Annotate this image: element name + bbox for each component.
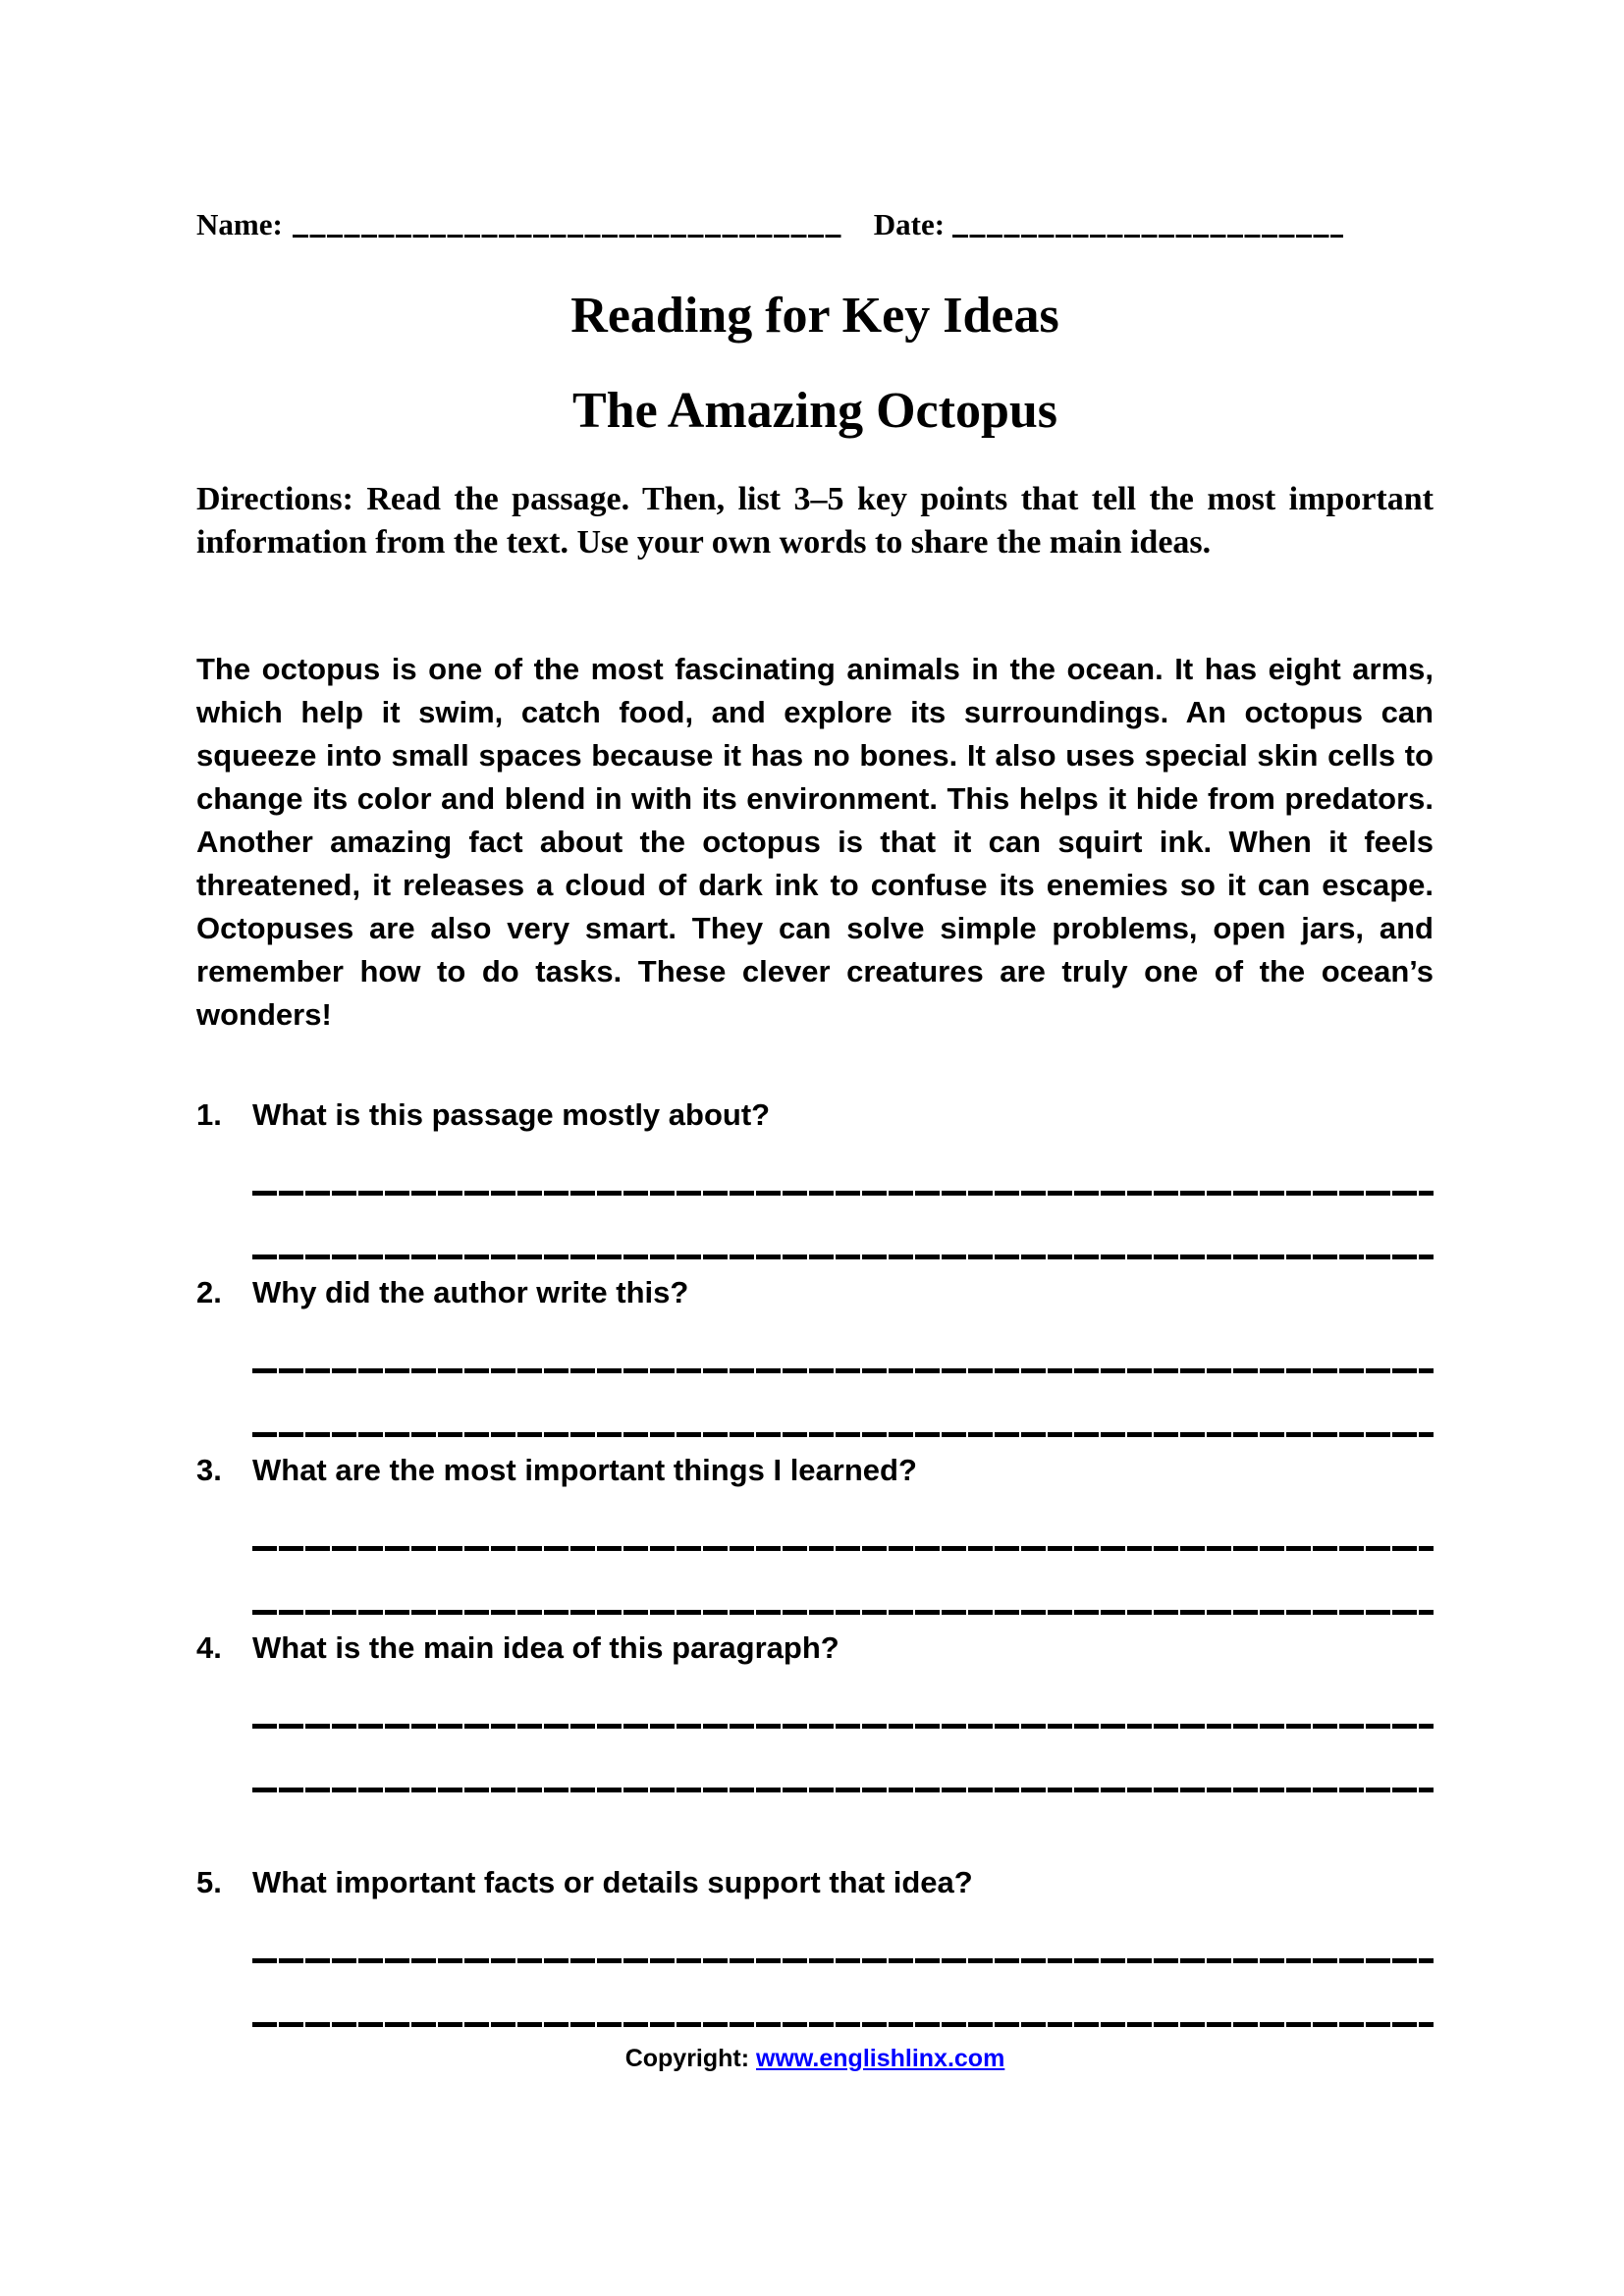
question-number: 5. <box>196 1865 222 1899</box>
question-text: What is the main idea of this paragraph? <box>252 1630 839 1665</box>
copyright-footer <box>196 2043 1434 2074</box>
question-item-4 <box>196 1629 1434 1792</box>
directions-text: Directions: Read the passage. Then, list 3–5 key points that tell the most important information from the text. Use your own words to share the main ideas. <box>196 481 1434 561</box>
answer-line-2[interactable] <box>252 1432 1434 1437</box>
question-text: What important facts or details support that idea? <box>252 1865 973 1899</box>
question-number: 4. <box>196 1630 222 1665</box>
question-row <box>196 1273 1434 1312</box>
question-row <box>196 1095 1434 1135</box>
name-input-line[interactable] <box>293 235 842 238</box>
question-text: Why did the author write this? <box>252 1275 689 1309</box>
answer-line-1[interactable] <box>252 1546 1434 1551</box>
copyright-link[interactable]: www.englishlinx.com <box>756 2045 1005 2072</box>
question-text: What are the most important things I learned? <box>252 1453 917 1487</box>
name-label: Name: <box>196 207 283 241</box>
question-item-5 <box>196 1863 1434 2027</box>
question-text: What is this passage mostly about? <box>252 1097 771 1132</box>
question-number: 2. <box>196 1275 222 1309</box>
page-subtitle: The Amazing Octopus <box>571 383 1058 439</box>
question-number: 3. <box>196 1453 222 1487</box>
answer-line-2[interactable] <box>252 1610 1434 1615</box>
answer-line-1[interactable] <box>252 1191 1434 1196</box>
date-input-line[interactable] <box>952 235 1343 238</box>
copyright-label: Copyright: <box>624 2045 750 2072</box>
answer-line-1[interactable] <box>252 1724 1434 1729</box>
question-row <box>196 1863 1434 1902</box>
answer-line-1[interactable] <box>252 1368 1434 1373</box>
answer-line-2[interactable] <box>252 1788 1434 1792</box>
answer-line-2[interactable] <box>252 2022 1434 2027</box>
date-label: Date: <box>873 207 946 241</box>
question-item-3 <box>196 1451 1434 1615</box>
answer-line-1[interactable] <box>252 1958 1434 1963</box>
question-number: 1. <box>196 1097 222 1132</box>
passage-text: The octopus is one of the most fascinating animals in the ocean. It has eight arms, which help it swim, catch food, and explore its surroundings. An octopus can squeeze into small spaces because it has no bones. It also uses special skin cells to change its color and blend in with its environment. This helps it hide from predators. Another amazing fact about the octopus is that it can squirt ink. When it feels threatened, it releases a cloud of dark ink to confuse its enemies so it can escape. Octopuses are also very smart. They can solve simple problems, open jars, and remember how to do tasks. These clever creatures are truly one of the ocean’s wonders! <box>196 652 1434 1032</box>
question-item-1 <box>196 1095 1434 1259</box>
name-date-row <box>196 201 1434 242</box>
answer-line-2[interactable] <box>252 1255 1434 1259</box>
page-title: Reading for Key Ideas <box>570 288 1059 344</box>
question-list <box>196 1095 1434 2027</box>
question-item-2 <box>196 1273 1434 1437</box>
question-row <box>196 1451 1434 1490</box>
question-row <box>196 1629 1434 1668</box>
